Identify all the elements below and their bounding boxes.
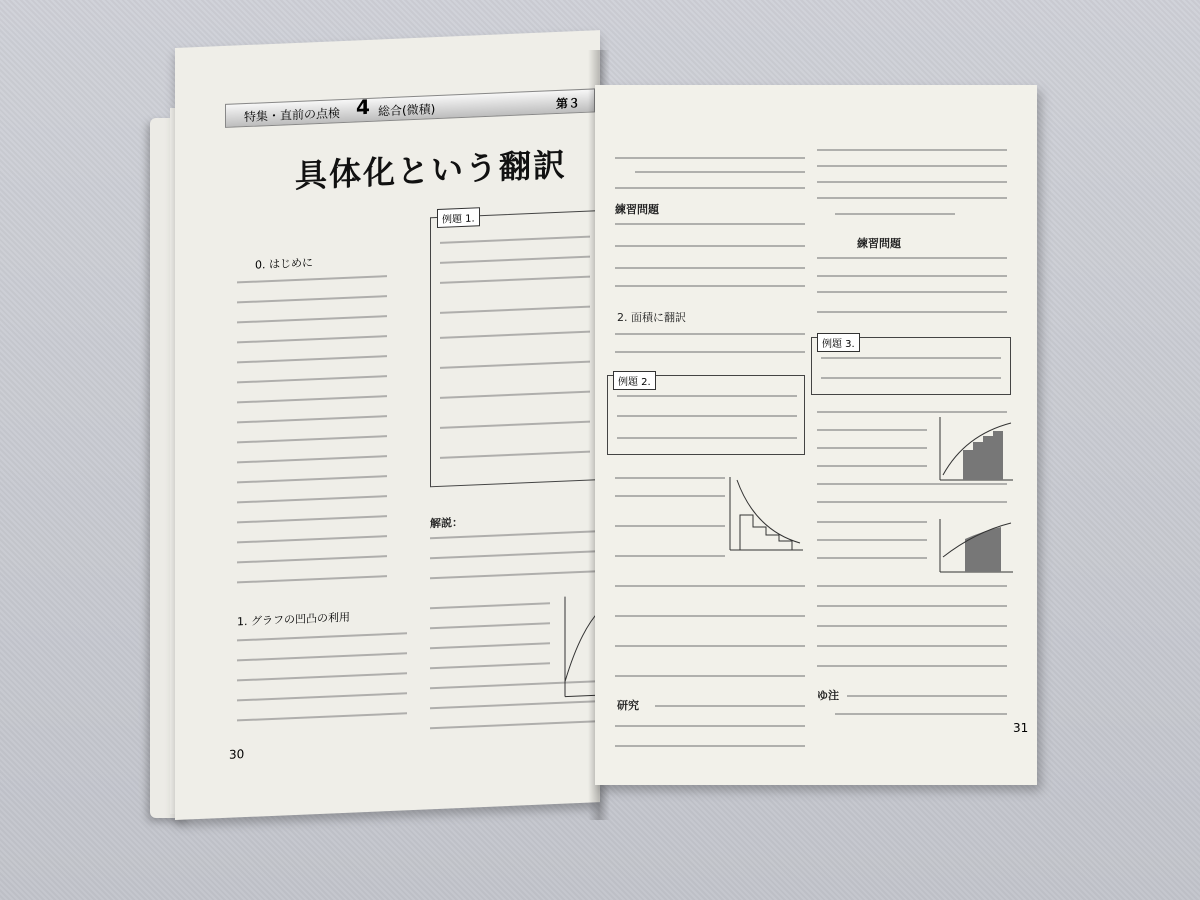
article-title: 具体化という翻訳 xyxy=(295,145,568,195)
note-label: ゆ注 xyxy=(817,689,839,702)
solution-label: 解説： xyxy=(430,515,463,531)
practice-heading-2: 練習問題 xyxy=(857,237,901,250)
problem-1-box xyxy=(430,210,600,487)
header-right-tag: 第３ xyxy=(556,96,581,112)
bar-under-curve-figure xyxy=(935,415,1015,485)
right-page xyxy=(595,85,1037,785)
header-number: 4 xyxy=(356,94,370,120)
header-theme: 総合(微積) xyxy=(378,102,436,119)
problem-2-tag: 例題 2. xyxy=(613,371,656,390)
page-number-left: 30 xyxy=(229,747,245,762)
shaded-area-figure xyxy=(935,517,1015,577)
staircase-area-figure xyxy=(725,475,805,555)
page-number-right: 31 xyxy=(1013,721,1029,735)
problem-1-tag: 例題 1. xyxy=(437,207,480,228)
problem-3-tag: 例題 3. xyxy=(817,333,860,352)
solution-text xyxy=(175,30,600,48)
problem-1-text xyxy=(175,30,600,48)
intro-text-block xyxy=(175,30,600,48)
section-2-heading: 2. 面積に翻訳 xyxy=(617,311,686,324)
graph-section-text xyxy=(175,30,600,48)
section-graph-heading: 1. グラフの凹凸の利用 xyxy=(237,610,350,629)
header-series: 特集・直前の点検 xyxy=(244,106,341,125)
chapter-header-band xyxy=(225,88,595,128)
left-page xyxy=(175,30,600,820)
research-label: 研究 xyxy=(617,699,639,712)
section-intro-heading: 0. はじめに xyxy=(255,256,313,272)
practice-heading-1: 練習問題 xyxy=(615,203,659,216)
